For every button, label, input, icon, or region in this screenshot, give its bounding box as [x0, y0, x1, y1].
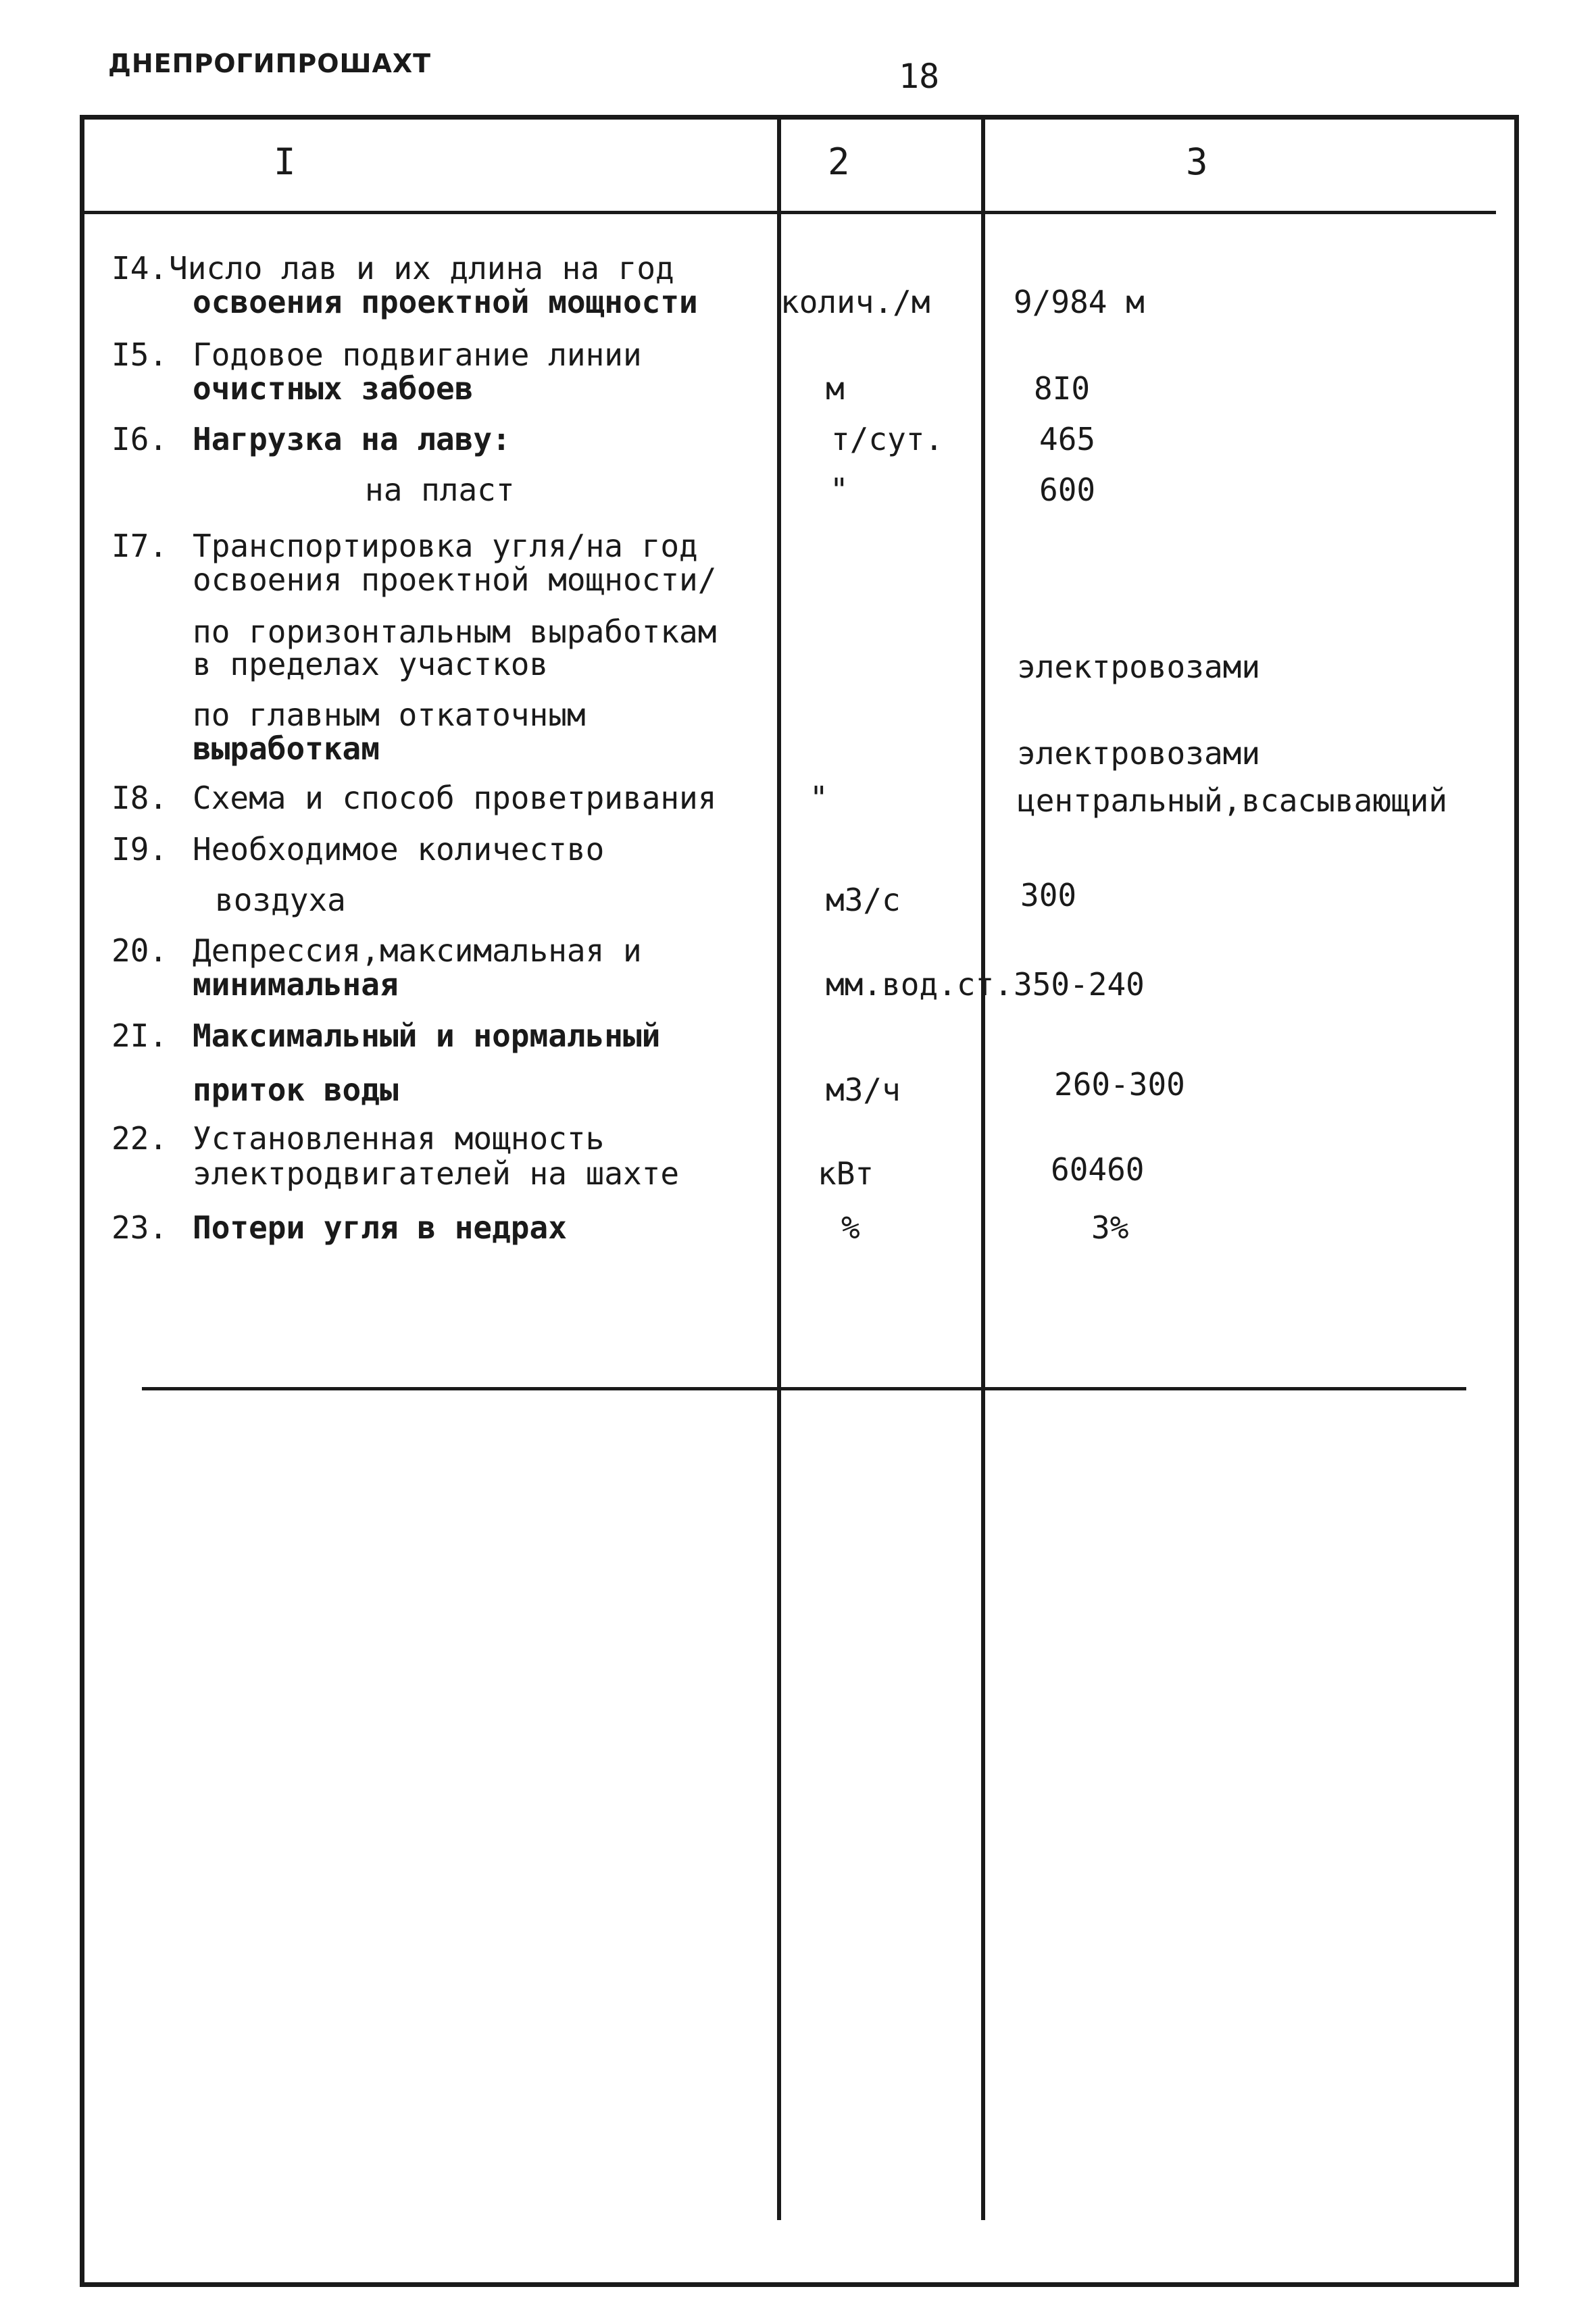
row-label-line: Потери угля в недрах	[193, 1209, 567, 1246]
row-number: 23.	[111, 1209, 168, 1246]
row-number: 22.	[111, 1120, 168, 1157]
row-unit: м3/с	[826, 882, 901, 918]
row-label-line: очистных забоев	[193, 370, 474, 407]
row-number: I9.	[111, 831, 168, 867]
row-label-line: электродвигателей на шахте	[193, 1155, 680, 1192]
row-unit: "	[809, 780, 828, 816]
row-label-line: Депрессия,максимальная и	[193, 932, 642, 969]
row-value: 465	[1039, 421, 1096, 457]
row-value: 3%	[1091, 1209, 1129, 1246]
row-sublabel-line: выработкам	[193, 730, 380, 767]
row-number: 20.	[111, 932, 168, 969]
row-number: I7.	[111, 528, 168, 564]
row-value: 300	[1020, 877, 1077, 913]
page-number: 18	[899, 57, 940, 96]
row-label-line: освоения проектной мощности	[193, 284, 698, 320]
row-value: электровозами	[1017, 649, 1261, 685]
row-unit: %	[841, 1209, 860, 1246]
row-unit: колич./м	[780, 284, 930, 320]
column-divider-1	[777, 119, 781, 2220]
row-unit: м3/ч	[826, 1072, 901, 1108]
row-label-line: Нагрузка на лаву:	[193, 421, 511, 457]
row-value: 8I0	[1034, 370, 1091, 407]
row-value: электровозами	[1017, 735, 1261, 772]
row-number: 2I.	[111, 1017, 168, 1054]
row-unit: м	[826, 370, 845, 407]
row-sublabel-line: по главным откаточным	[193, 697, 586, 733]
row-number: I8.	[111, 780, 168, 816]
row-label-line: на пласт	[365, 472, 515, 508]
row-value: 60460	[1051, 1151, 1145, 1188]
row-unit: мм.вод.ст.	[826, 966, 1013, 1003]
row-value: 600	[1039, 472, 1096, 508]
row-label-line: Число лав и их длина на год	[169, 250, 674, 286]
row-label-line: освоения проектной мощности/	[193, 561, 717, 598]
row-label-line: Установленная мощность	[193, 1120, 605, 1157]
row-number: I6.	[111, 421, 168, 457]
row-sublabel-line: по горизонтальным выработкам	[193, 613, 717, 650]
row-value: центральный,всасывающий	[1017, 782, 1447, 819]
row-number: I4.	[111, 250, 168, 286]
row-unit: "	[830, 472, 849, 508]
column-header-3: 3	[1186, 141, 1208, 183]
row-value: 9/984 м	[1014, 284, 1145, 320]
column-header-1: I	[274, 141, 296, 183]
row-label-line: воздуха	[215, 882, 346, 918]
column-header-2: 2	[828, 141, 850, 183]
row-value: 350-240	[1014, 966, 1145, 1003]
row-number: I5.	[111, 336, 168, 373]
row-label-line: минимальная	[193, 966, 399, 1003]
row-label-line: приток воды	[193, 1072, 399, 1108]
row-label-line: Максимальный и нормальный	[193, 1017, 661, 1054]
row-sublabel-line: в пределах участков	[193, 646, 549, 682]
column-divider-2	[981, 119, 985, 2220]
row-label-line: Схема и способ проветривания	[193, 780, 717, 816]
table-end-line	[142, 1387, 1466, 1390]
row-label-line: Необходимое количество	[193, 831, 605, 867]
row-unit: т/сут.	[831, 421, 944, 457]
header-underline	[84, 211, 1496, 214]
row-unit: кВт	[818, 1155, 874, 1192]
organization-name: ДНЕПРОГИПРОШАХТ	[108, 49, 432, 78]
row-value: 260-300	[1054, 1066, 1185, 1103]
row-label-line: Годовое подвигание линии	[193, 336, 642, 373]
row-label-line: Транспортировка угля/на год	[193, 528, 698, 564]
